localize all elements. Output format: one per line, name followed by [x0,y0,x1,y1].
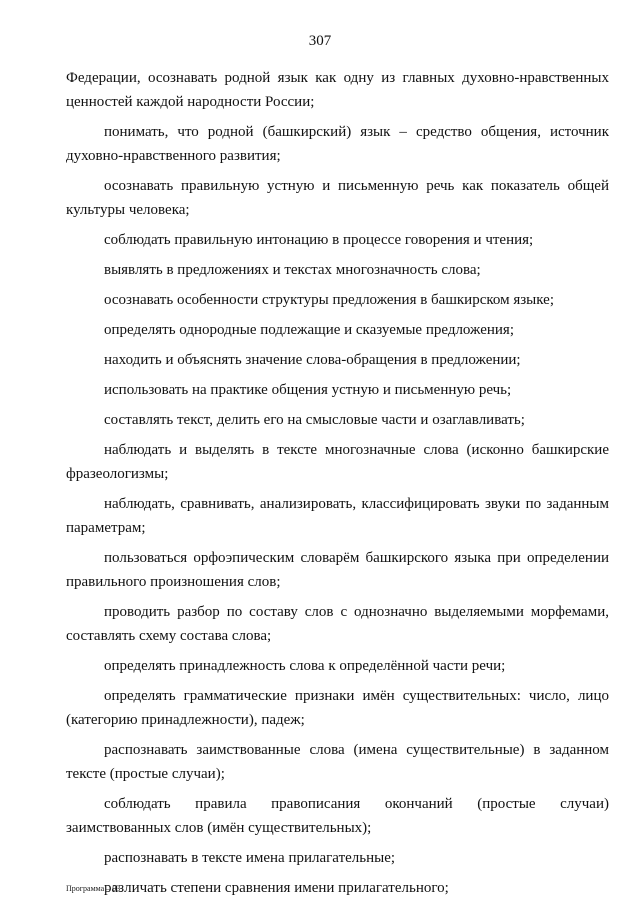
paragraph-14: проводить разбор по составу слов с однозначно выделяемыми морфемами, составлять схему состава слова; [66,604,609,644]
paragraph-1: Федерации, осознавать родной язык как одну из главных духовно-нравственных ценностей каждой народности России; [66,70,609,110]
paragraph-8: находить и объяснять значение слова-обращения в предложении; [104,352,521,368]
paragraph-19: распознавать в тексте имена прилагательные; [104,850,396,866]
paragraph-7: определять однородные подлежащие и сказуемые предложения; [104,322,515,338]
paragraph-5: выявлять в предложениях и текстах многозначность слова; [104,262,481,278]
paragraph-3: осознавать правильную устную и письменную речь как показатель общей культуры человека; [66,178,609,218]
paragraph-13: пользоваться орфоэпическим словарём башкирского языка при определении правильного произношения слов; [66,550,609,590]
page-number: 307 [308,33,332,49]
paragraph-16: определять грамматические признаки имён существительных: число, лицо (категорию принадлежности), падеж; [66,688,609,728]
paragraph-11: наблюдать и выделять в тексте многозначные слова (исконно башкирские фразеологизмы; [66,442,609,482]
paragraph-6: осознавать особенности структуры предложения в башкирском языке; [104,292,554,308]
paragraph-9: использовать на практике общения устную и письменную речь; [104,382,512,398]
paragraph-20: различать степени сравнения имени прилагательного; [104,880,449,896]
page-footer: Программа – 03 [66,884,121,893]
paragraph-2: понимать, что родной (башкирский) язык – средство общения, источник духовно-нравственного развития; [66,124,609,164]
paragraph-4: соблюдать правильную интонацию в процессе говорения и чтения; [104,232,534,248]
paragraph-12: наблюдать, сравнивать, анализировать, классифицировать звуки по заданным параметрам; [66,496,609,536]
paragraph-10: составлять текст, делить его на смысловые части и озаглавливать; [104,412,525,428]
paragraph-17: распознавать заимствованные слова (имена существительные) в заданном тексте (простые случаи); [66,742,609,782]
paragraph-18: соблюдать правила правописания окончаний (простые случаи) заимствованных слов (имён существительных); [66,796,609,836]
page-body [66,66,609,906]
paragraph-15: определять принадлежность слова к определённой части речи; [104,658,506,674]
